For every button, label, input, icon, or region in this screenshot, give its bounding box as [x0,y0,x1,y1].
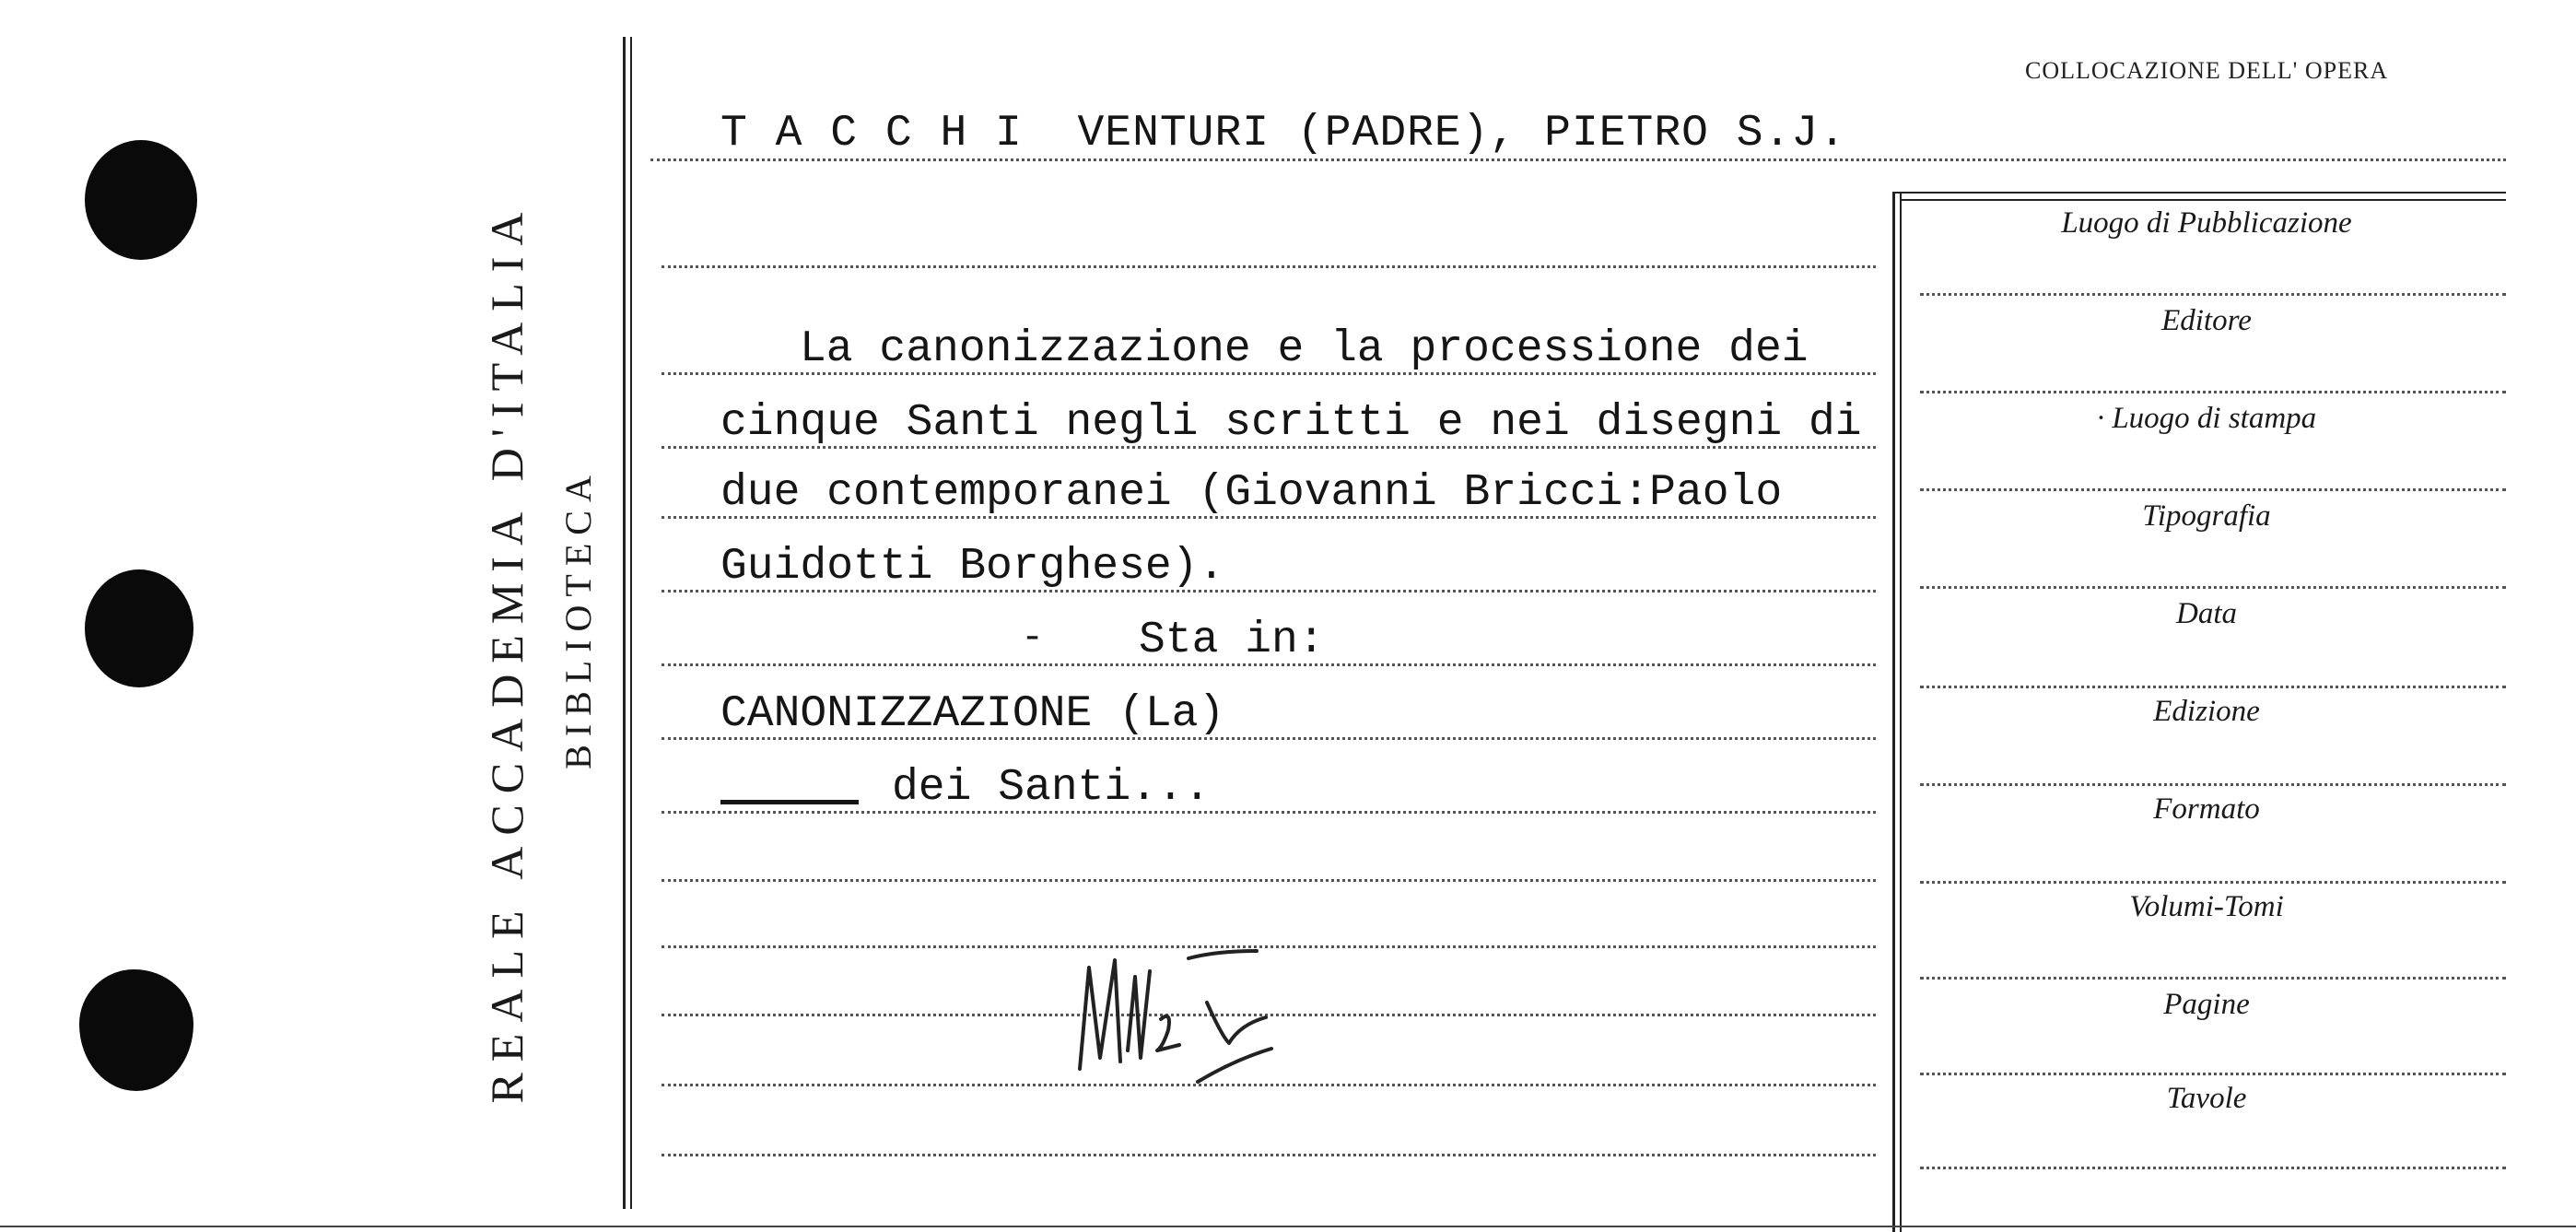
field-dotted-line [1920,586,2506,589]
handwritten-shelf-mark [1060,940,1317,1106]
dotted-line [662,1154,1876,1156]
field-pages: Pagine [2163,988,2250,1021]
punch-hole-top [85,140,197,260]
field-date: Data [2176,597,2237,630]
title-line: due contemporanei (Giovanni Bricci:Paolo [720,468,1783,518]
field-dotted-line [1920,977,2506,980]
punch-hole-middle [85,569,193,687]
institution-label: REALE ACCADEMIA D'ITALIA [481,201,533,1104]
field-box-rule [1892,192,1895,1232]
field-dotted-line [1920,1073,2506,1075]
title-line: Guidotti Borghese). [720,542,1225,592]
department-label: BIBLIOTECA [557,467,599,769]
field-printer: Tipografia [2142,499,2271,533]
field-place-of-publication: Luogo di Pubblicazione [2061,206,2352,240]
left-margin-rule-inner [630,37,632,1209]
field-box-rule-inner [1900,192,1902,1232]
field-dotted-line [1920,1167,2506,1169]
host-title-continuation: dei Santi... [892,763,1211,813]
field-dotted-line [1920,686,2506,688]
contained-in-label: Sta in: [1139,616,1325,665]
field-dotted-line [1920,488,2506,491]
sta-in-dash: - [1021,616,1045,660]
field-place-of-printing: · Luogo di stampa [2096,402,2317,435]
left-margin-rule [623,37,626,1209]
field-format: Formato [2153,792,2260,826]
field-publisher: Editore [2161,304,2252,337]
author-dotted-line [650,158,2506,161]
field-volumes: Volumi-Tomi [2129,890,2284,923]
author-heading: T A C C H I VENTURI (PADRE), PIETRO S.J. [720,109,1846,158]
field-dotted-line [1920,783,2506,786]
shelf-location-heading: COLLOCAZIONE DELL' OPERA [2025,57,2389,84]
card-bottom-edge [0,1226,2576,1227]
title-line: cinque Santi negli scritti e nei disegni di [720,398,1862,448]
field-box-top-rule [1892,192,2506,194]
title-line: La canonizzazione e la processione dei [800,324,1809,374]
field-box-top-rule-inner [1900,199,2506,201]
dotted-line [662,811,1876,814]
field-dotted-line [1920,881,2506,884]
dotted-line [662,879,1876,882]
dotted-line [662,265,1876,268]
field-plates: Tavole [2166,1082,2247,1115]
field-dotted-line [1920,293,2506,296]
repeat-title-dash [720,800,859,804]
field-edition: Edizione [2153,695,2260,728]
punch-hole-bottom [79,969,193,1091]
host-title-line: CANONIZZAZIONE (La) [720,689,1225,739]
field-dotted-line [1920,391,2506,393]
